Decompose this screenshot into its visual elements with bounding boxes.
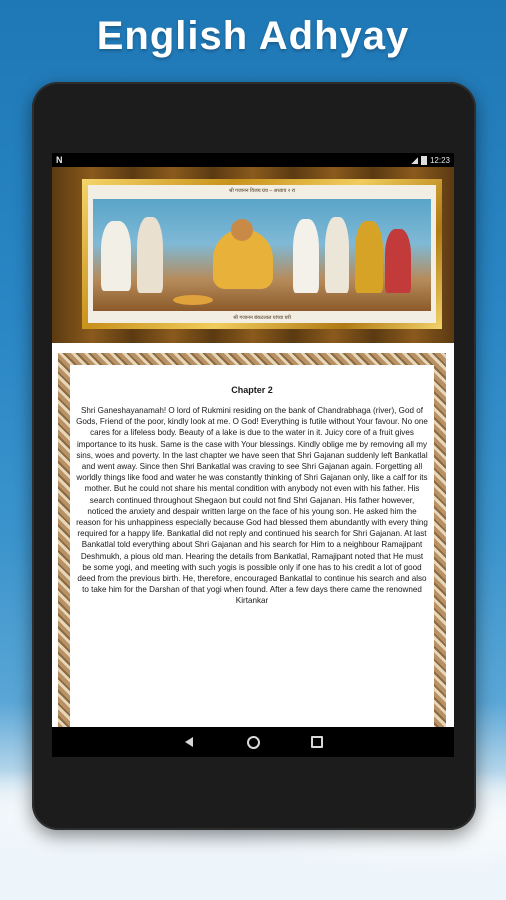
home-button[interactable]: [245, 734, 261, 750]
home-icon: [247, 736, 260, 749]
app-notification-icon: N: [56, 155, 63, 165]
signal-icon: [411, 157, 418, 164]
promo-title: English Adhyay: [96, 14, 410, 58]
back-icon: [185, 737, 193, 747]
chapter-title: Chapter 2: [231, 385, 273, 395]
picture-frame: [82, 179, 442, 329]
battery-icon: [421, 156, 427, 165]
recents-button[interactable]: [309, 734, 325, 750]
status-bar: [52, 153, 454, 167]
chapter-body-text: Shri Ganeshayanamah! O lord of Rukmini residing on the bank of Chandrabhaga (river), God of Gods, Friend of the poor, kindly look at me. O God! Everything is futile without Your favour. No one cares for a lifeless body. Beauty of a lake is due to the water in it. Juicy core of a fruit gives importance to its husk. Same is the case with Your blessings. Kindly oblige me by removing all my sins, woes and poverty. In the last chapter we have seen that Shri Gajanan suddenly left Bankatlal and went away. Since then Shri Bankatlal was craving to see Shri Gajanan again. Forgetting all worldly things like food and water he was constantly thinking of Shri Gajanan only, like a calf for its mother. But he could not share his mental condition with anybody not even with his father. His search continued throughout Shegaon but could not find Shri Gajanan. His father however, noticed the anxiety and despair written large on the face of his young son. He asked him the reason for his unhappiness especially because God had blessed them abundantly with every thing required for a happy life. Bankatlal did not reply and continued his search for Shri Gajanan. At last Bankatlal told everything about Shri Gajanan and his search for Him to a neighbour Ramajipant Deshmukh, a pious old man. Hearing the details from Bankatlal, Ramajipant noted that He must be some yogi, and meeting with such yogis is possible only if one has to his credit a lot of good deed from the previous birth. He, therefore, encouraged Bankatlal to continue his search and also to take him for the Darshan of that yogi when found. After a few days there came the renowned Kirtankar: [76, 406, 428, 606]
device-screen: [52, 153, 454, 755]
recents-icon: [311, 736, 323, 748]
reading-pane[interactable]: [52, 343, 454, 755]
chapter-header-image: [52, 167, 454, 343]
devotional-painting: [93, 199, 431, 311]
navigation-bar: [52, 727, 454, 757]
back-button[interactable]: [181, 734, 197, 750]
clock: 12:23: [429, 155, 450, 165]
status-right: [411, 156, 450, 165]
painting-caption-top: श्री गजानन विजय ग्रंथ – अध्याय २ रा: [228, 188, 296, 194]
painting-caption-bottom: श्री गजानन बंकटलाल यांच्या घरी: [233, 315, 291, 321]
chapter-text-scroll[interactable]: [74, 373, 430, 755]
painting-mat: [88, 185, 436, 323]
